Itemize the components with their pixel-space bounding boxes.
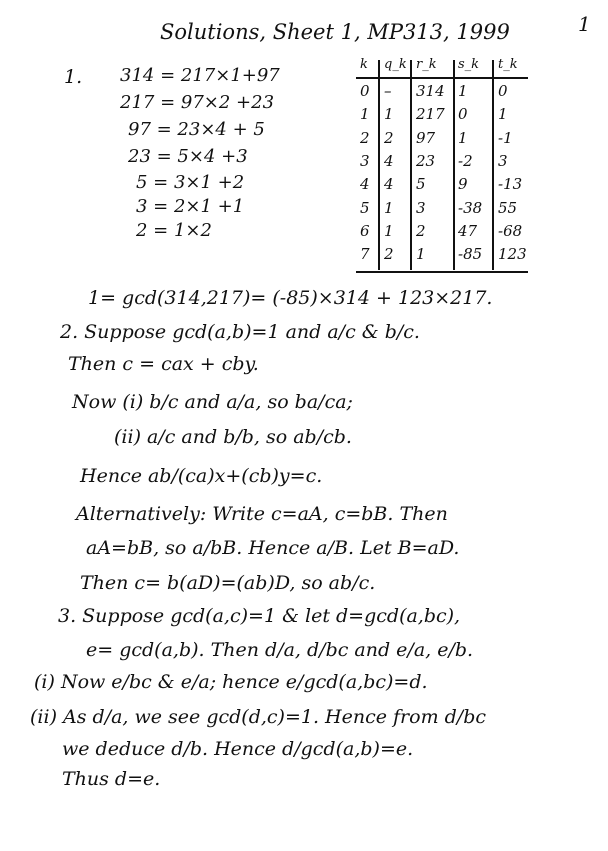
table-cell: 2: [416, 221, 426, 240]
table-cell: 1: [416, 245, 426, 264]
table-cell: 217: [416, 105, 445, 124]
page-number: 1: [578, 12, 591, 36]
equation: 217 = 97×2 +23: [120, 92, 275, 113]
table-cell: 5: [416, 175, 426, 194]
table-cell: 2: [384, 128, 394, 147]
equation: 314 = 217×1+97: [120, 65, 280, 86]
table-cell: 1: [384, 105, 394, 124]
q2-line: (ii) a/c and b/b, so ab/cb.: [114, 426, 352, 448]
table-cell: 1: [458, 82, 468, 100]
question-1-conclusion: 1= gcd(314,217)= (-85)×314 + 123×217.: [88, 287, 493, 309]
equation: 5 = 3×1 +2: [136, 172, 245, 193]
table-divider: [453, 60, 455, 270]
q2-line: aA=bB, so a/bB. Hence a/B. Let B=aD.: [86, 537, 460, 559]
table-cell: -38: [458, 198, 483, 217]
table-header-cell: k: [360, 57, 368, 72]
equation: 97 = 23×4 + 5: [128, 119, 265, 140]
table-divider: [492, 60, 494, 270]
table-cell: 7: [360, 245, 370, 264]
equation: 2 = 1×2: [136, 220, 212, 241]
table-cell: 47: [458, 221, 478, 240]
table-cell: 5: [360, 198, 370, 217]
table-header-cell: r_k: [416, 57, 437, 72]
table-cell: -13: [498, 175, 523, 194]
q3-line: e= gcd(a,b). Then d/a, d/bc and e/a, e/b.: [86, 639, 474, 661]
question-1-number: 1.: [64, 66, 83, 88]
q3-line: 3. Suppose gcd(a,c)=1 & let d=gcd(a,bc),: [58, 605, 461, 627]
table-cell: -85: [458, 245, 483, 264]
table-header-rule: [356, 77, 528, 79]
table-cell: 3: [360, 151, 370, 170]
table-bottom-rule: [356, 271, 528, 273]
table-cell: 0: [498, 82, 508, 100]
table-cell: –: [384, 82, 392, 100]
table-header-cell: s_k: [458, 57, 480, 72]
page-title: Solutions, Sheet 1, MP313, 1999: [160, 20, 510, 44]
q3-line: (ii) As d/a, we see gcd(d,c)=1. Hence from d/bc: [30, 706, 486, 728]
table-cell: 3: [498, 151, 508, 170]
table-cell: 1: [498, 105, 508, 124]
table-cell: -2: [458, 151, 473, 170]
q2-line: Hence ab/(ca)x+(cb)y=c.: [80, 465, 323, 487]
q3-line: Thus d=e.: [62, 768, 161, 790]
table-cell: 2: [384, 245, 394, 264]
equation: 3 = 2×1 +1: [136, 196, 245, 217]
q3-line: we deduce d/b. Hence d/gcd(a,b)=e.: [62, 738, 414, 760]
table-cell: 4: [384, 175, 394, 194]
table-cell: 314: [416, 82, 445, 100]
table-cell: 0: [458, 105, 468, 124]
table-cell: 1: [360, 105, 370, 124]
table-cell: 4: [360, 175, 370, 194]
table-cell: 23: [416, 151, 436, 170]
q2-line: 2. Suppose gcd(a,b)=1 and a/c & b/c.: [60, 321, 420, 343]
table-divider: [410, 60, 412, 270]
q2-line: Then c = cax + cby.: [68, 353, 259, 375]
table-cell: 97: [416, 128, 436, 147]
table-cell: -1: [498, 128, 513, 147]
q3-line: (i) Now e/bc & e/a; hence e/gcd(a,bc)=d.: [34, 671, 428, 693]
table-cell: -68: [498, 221, 523, 240]
table-cell: 9: [458, 175, 468, 194]
table-cell: 1: [384, 198, 394, 217]
table-cell: 1: [458, 128, 468, 147]
table-header-cell: q_k: [384, 57, 407, 72]
table-cell: 55: [498, 198, 518, 217]
table-cell: 6: [360, 221, 370, 240]
table-cell: 123: [498, 245, 527, 264]
equation: 23 = 5×4 +3: [128, 146, 248, 167]
q2-line: Now (i) b/c and a/a, so ba/ca;: [72, 391, 353, 413]
table-cell: 3: [416, 198, 426, 217]
q2-line: Then c= b(aD)=(ab)D, so ab/c.: [80, 572, 376, 594]
table-header-cell: t_k: [498, 57, 518, 72]
table-divider: [378, 60, 380, 270]
table-cell: 0: [360, 82, 370, 100]
table-cell: 4: [384, 151, 394, 170]
table-cell: 1: [384, 221, 394, 240]
table-cell: 2: [360, 128, 370, 147]
q2-line: Alternatively: Write c=aA, c=bB. Then: [76, 503, 448, 525]
